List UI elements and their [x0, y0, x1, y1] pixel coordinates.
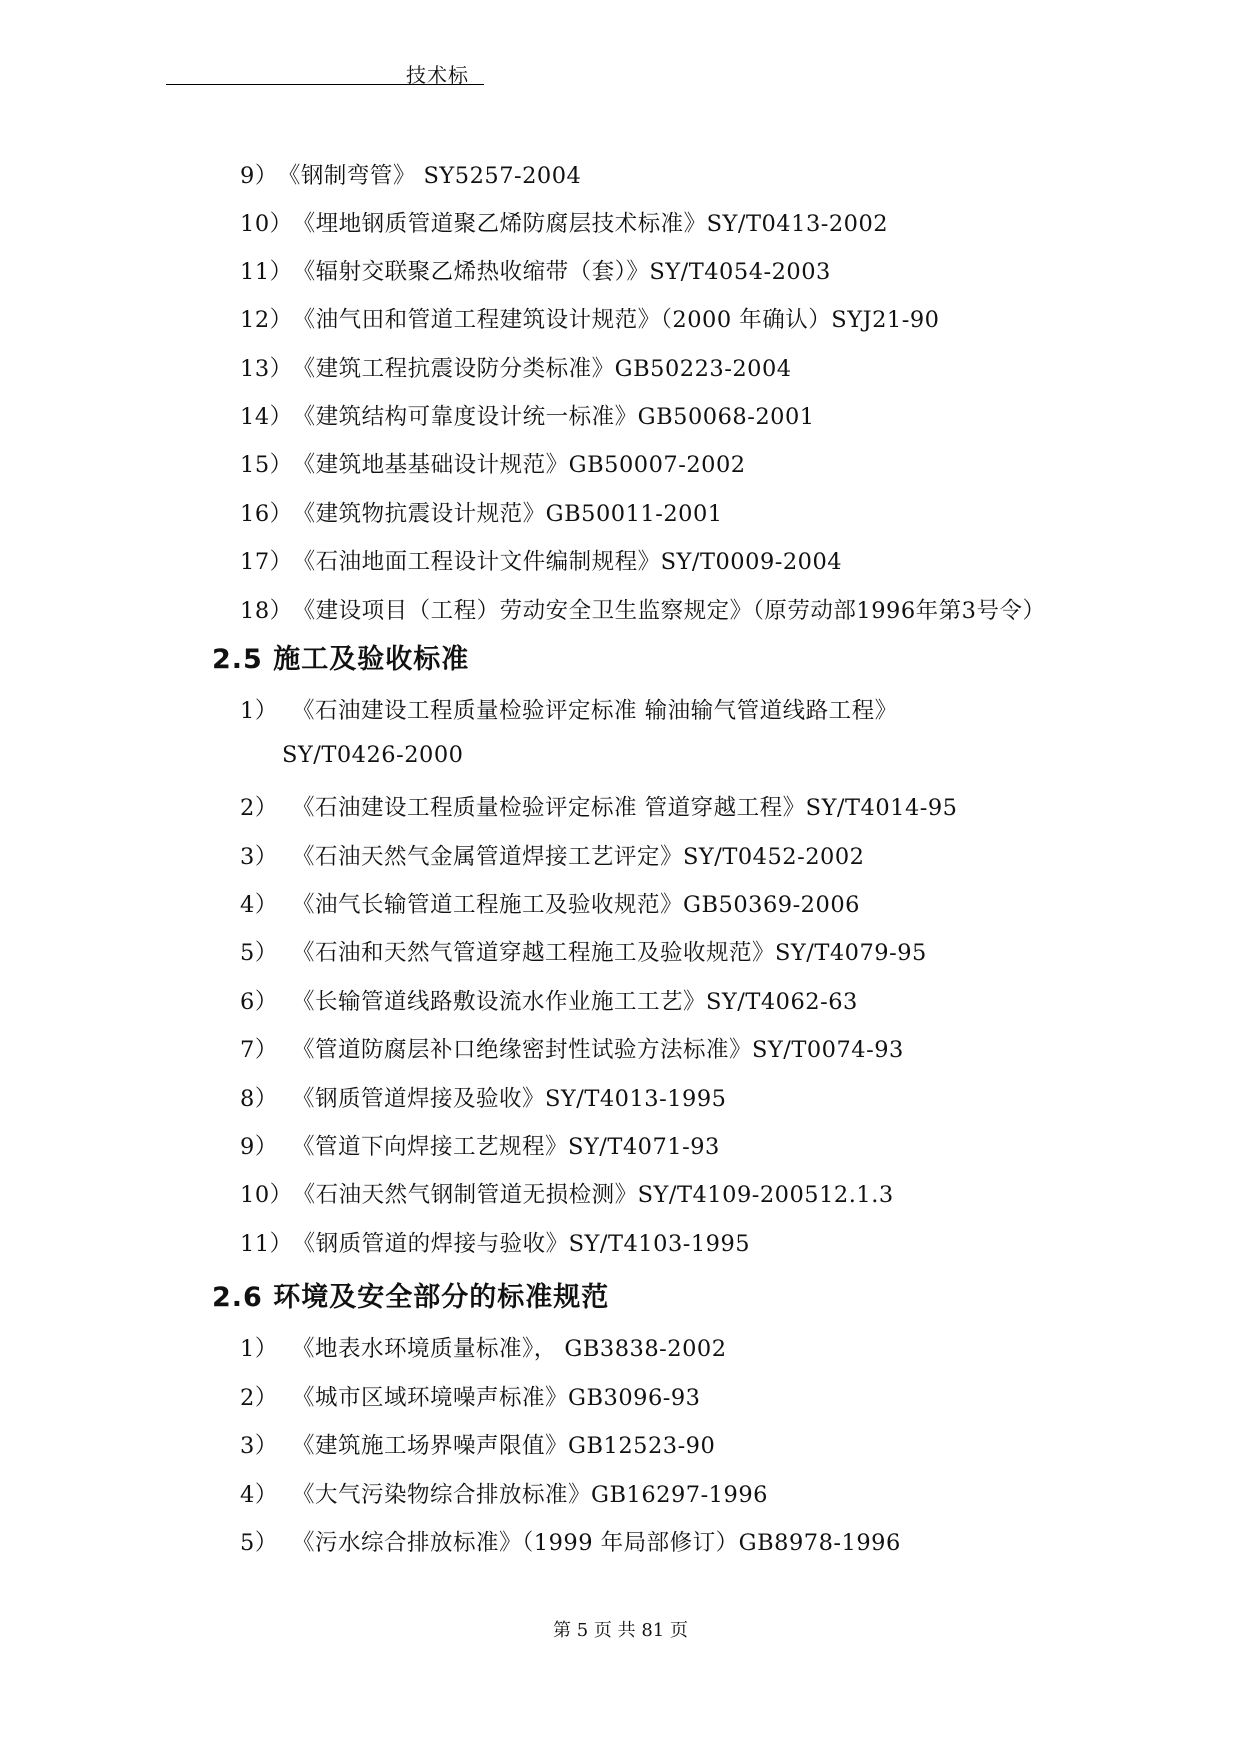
- list-item: [240, 302, 939, 334]
- list-item: [240, 1380, 701, 1412]
- list-item: [240, 790, 958, 822]
- list-item: [240, 887, 860, 919]
- list-item-text: 《石油建设工程质量检验评定标准 管道穿越工程》SY/T4014-95: [292, 795, 958, 821]
- list-item: [240, 1226, 750, 1258]
- list-item-number: 11）: [240, 1231, 293, 1257]
- list-item-text: 《建筑地基基础设计规范》GB50007-2002: [292, 452, 746, 478]
- list-item-number: 14）: [240, 404, 293, 430]
- list-item-text: 《污水综合排放标准》（1999 年局部修订）GB8978-1996: [292, 1530, 901, 1556]
- page-header: [166, 54, 484, 85]
- list-item: [240, 1032, 904, 1064]
- list-item: [240, 984, 858, 1016]
- list-item-number: 12）: [240, 307, 293, 333]
- list-item-number: 9）: [240, 1134, 278, 1160]
- list-item-text: 《长输管道线路敷设流水作业施工工艺》SY/T4062-63: [292, 989, 858, 1015]
- list-item: [240, 1428, 715, 1460]
- list-item: [240, 1129, 720, 1161]
- list-item-text: 《管道防腐层补口绝缘密封性试验方法标准》SY/T0074-93: [292, 1037, 904, 1063]
- list-item-text: 《建筑结构可靠度设计统一标准》GB50068-2001: [292, 404, 815, 430]
- list-item: [240, 693, 898, 725]
- list-item-number: 7）: [240, 1037, 278, 1063]
- list-item: [240, 496, 723, 528]
- list-item-text: 《石油和天然气管道穿越工程施工及验收规范》SY/T4079-95: [292, 940, 927, 966]
- list-item-text: 《钢制弯管》 SY5257-2004: [277, 163, 582, 189]
- list-item: [240, 1081, 726, 1113]
- list-item: [240, 351, 792, 383]
- header-title: 技术标: [406, 63, 469, 87]
- list-item-text: 《建筑工程抗震设防分类标准》GB50223-2004: [292, 356, 792, 382]
- list-item: [240, 206, 888, 238]
- list-item: [240, 935, 927, 967]
- list-item-number: 1）: [240, 698, 278, 724]
- list-item-text: 《钢质管道的焊接与验收》SY/T4103-1995: [292, 1231, 751, 1257]
- list-item-number: 5）: [240, 940, 278, 966]
- list-item-number: 2）: [240, 795, 278, 821]
- list-item-number: 1）: [240, 1336, 278, 1362]
- list-item-number: 3）: [240, 844, 278, 870]
- list-item-text: 《建设项目（工程）劳动安全卫生监察规定》（原劳动部1996年第3号令）: [292, 598, 1046, 624]
- list-item: [240, 1331, 727, 1363]
- list-item-number: 8）: [240, 1086, 278, 1112]
- list-item-text: 《石油建设工程质量检验评定标准 输油输气管道线路工程》: [292, 698, 898, 724]
- list-item-text: 《埋地钢质管道聚乙烯防腐层技术标准》SY/T0413-2002: [292, 211, 889, 237]
- list-item-text: 《钢质管道焊接及验收》SY/T4013-1995: [292, 1086, 727, 1112]
- list-item-number: 18）: [240, 598, 293, 624]
- list-item-number: 6）: [240, 989, 278, 1015]
- list-item-number: 13）: [240, 356, 293, 382]
- list-item: [240, 254, 831, 286]
- list-item-text: SY/T0426-2000: [282, 742, 464, 768]
- list-item-text: 《大气污染物综合排放标准》GB16297-1996: [292, 1482, 768, 1508]
- list-item: [240, 399, 815, 431]
- list-item: [240, 1177, 894, 1209]
- section-heading-2-6: 2.6 环境及安全部分的标准规范: [212, 1282, 610, 1313]
- list-item-text: 《管道下向焊接工艺规程》SY/T4071-93: [292, 1134, 720, 1160]
- list-item: [240, 1525, 901, 1557]
- list-item-text: 《建筑物抗震设计规范》GB50011-2001: [292, 501, 723, 527]
- list-item-number: 17）: [240, 549, 293, 575]
- list-item-text: 《石油地面工程设计文件编制规程》SY/T0009-2004: [292, 549, 843, 575]
- list-item-text: 《油气长输管道工程施工及验收规范》GB50369-2006: [292, 892, 860, 918]
- list-item-number: 3）: [240, 1433, 278, 1459]
- list-item: [240, 593, 1045, 625]
- list-item-number: 10）: [240, 1182, 293, 1208]
- list-item-number: 5）: [240, 1530, 278, 1556]
- list-item-number: 16）: [240, 501, 293, 527]
- section-heading-2-5: 2.5 施工及验收标准: [212, 644, 470, 675]
- list-item-text: 《油气田和管道工程建筑设计规范》（2000 年确认）SYJ21-90: [292, 307, 940, 333]
- list-item-number: 15）: [240, 452, 293, 478]
- list-item: [240, 839, 864, 871]
- list-item-number: 10）: [240, 211, 293, 237]
- list-item-text: 《石油天然气钢制管道无损检测》SY/T4109-200512.1.3: [292, 1182, 894, 1208]
- list-item-number: 4）: [240, 1482, 278, 1508]
- list-item-number: 9）: [240, 163, 278, 189]
- list-item-text: 《辐射交联聚乙烯热收缩带（套）》SY/T4054-2003: [292, 259, 831, 285]
- list-item-continuation: [282, 742, 463, 768]
- page-footer: 第 5 页 共 81 页: [553, 1620, 688, 1641]
- list-item-text: 《城市区域环境噪声标准》GB3096-93: [292, 1385, 701, 1411]
- list-item-number: 11）: [240, 259, 293, 285]
- list-item-number: 2）: [240, 1385, 278, 1411]
- list-item: [240, 158, 581, 190]
- list-item-text: 《建筑施工场界噪声限值》GB12523-90: [292, 1433, 716, 1459]
- list-item: [240, 447, 746, 479]
- list-item-number: 4）: [240, 892, 278, 918]
- list-item-text: 《地表水环境质量标准》， GB3838-2002: [292, 1336, 727, 1362]
- list-item: [240, 1477, 768, 1509]
- list-item: [240, 544, 842, 576]
- list-item-text: 《石油天然气金属管道焊接工艺评定》SY/T0452-2002: [292, 844, 865, 870]
